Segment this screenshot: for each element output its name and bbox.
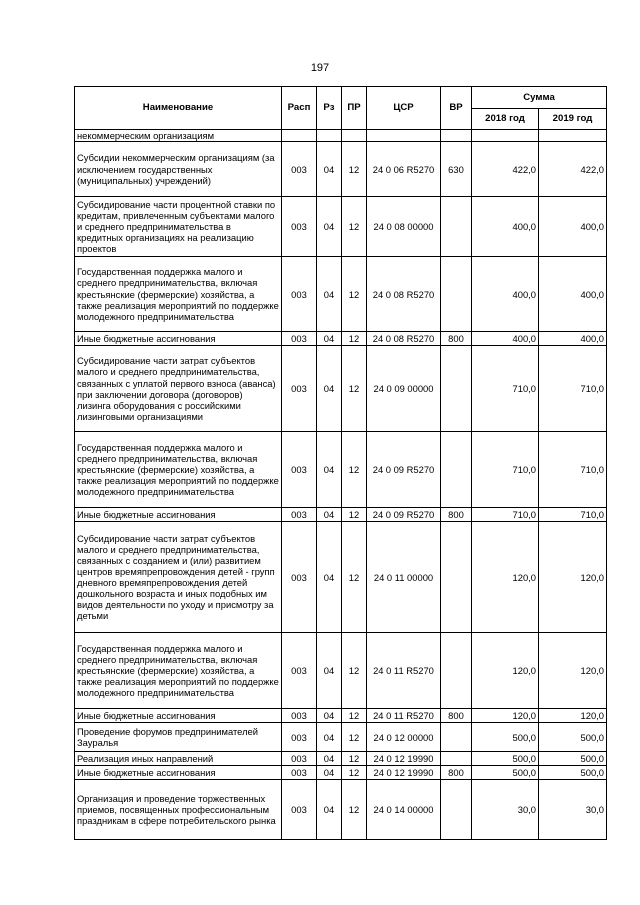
row-csr: 24 0 09 R5270 [367, 508, 441, 522]
row-2018: 120,0 [472, 633, 539, 709]
row-rz: 04 [317, 766, 342, 780]
row-rz: 04 [317, 633, 342, 709]
row-rasp: 003 [282, 709, 317, 723]
table-row [75, 257, 607, 332]
header-rasp: Расп [282, 87, 317, 130]
row-pr: 12 [342, 257, 367, 332]
row-2018: 500,0 [472, 766, 539, 780]
row-name: Государственная поддержка малого и среднего предпринимательства, включая крестьянские (фермерские) хозяйства, а также реализация мероприятий по поддержке молодежного предпринимательства [75, 633, 282, 709]
row-vr: 800 [441, 508, 472, 522]
row-rz: 04 [317, 257, 342, 332]
row-2019 [539, 130, 607, 142]
row-pr: 12 [342, 432, 367, 508]
row-rz: 04 [317, 522, 342, 633]
row-2018: 500,0 [472, 723, 539, 752]
row-csr: 24 0 06 R5270 [367, 142, 441, 197]
page-number: 197 [310, 62, 330, 74]
table-row [75, 766, 607, 780]
row-2019: 710,0 [539, 432, 607, 508]
row-rasp: 003 [282, 522, 317, 633]
table-row [75, 633, 607, 709]
row-rz: 04 [317, 780, 342, 840]
row-pr: 12 [342, 723, 367, 752]
table-row [75, 723, 607, 752]
table-row [75, 780, 607, 840]
row-rz: 04 [317, 332, 342, 346]
table-row [75, 432, 607, 508]
row-csr: 24 0 11 R5270 [367, 633, 441, 709]
row-name: Субсидирование части затрат субъектов малого и среднего предпринимательства, связанных с уплатой первого взноса (аванса) при заключении договора (договоров) лизинга оборудования с российскими лизинговыми организациями [75, 346, 282, 432]
header-2019: 2019 год [539, 109, 607, 130]
row-rasp [282, 130, 317, 142]
row-csr: 24 0 08 00000 [367, 197, 441, 257]
row-2018: 500,0 [472, 752, 539, 766]
row-vr [441, 432, 472, 508]
row-name: Реализация иных направлений [75, 752, 282, 766]
row-rasp: 003 [282, 142, 317, 197]
row-csr: 24 0 08 R5270 [367, 332, 441, 346]
row-rasp: 003 [282, 332, 317, 346]
row-name: Иные бюджетные ассигнования [75, 332, 282, 346]
row-csr: 24 0 12 19990 [367, 766, 441, 780]
row-rz: 04 [317, 709, 342, 723]
row-vr [441, 780, 472, 840]
header-csr: ЦСР [367, 87, 441, 130]
row-pr: 12 [342, 780, 367, 840]
table-row [75, 142, 607, 197]
row-2019: 500,0 [539, 766, 607, 780]
table-row [75, 709, 607, 723]
row-rasp: 003 [282, 508, 317, 522]
row-2019: 500,0 [539, 752, 607, 766]
row-2018: 120,0 [472, 709, 539, 723]
row-vr: 630 [441, 142, 472, 197]
row-2019: 30,0 [539, 780, 607, 840]
row-vr [441, 633, 472, 709]
row-2018: 710,0 [472, 432, 539, 508]
row-pr: 12 [342, 752, 367, 766]
table-row [75, 346, 607, 432]
row-csr: 24 0 08 R5270 [367, 257, 441, 332]
row-pr: 12 [342, 332, 367, 346]
row-rz: 04 [317, 346, 342, 432]
header-2018: 2018 год [472, 109, 539, 130]
row-2018: 400,0 [472, 257, 539, 332]
row-2018: 710,0 [472, 346, 539, 432]
row-rasp: 003 [282, 780, 317, 840]
row-vr [441, 723, 472, 752]
row-2018: 710,0 [472, 508, 539, 522]
row-csr: 24 0 12 19990 [367, 752, 441, 766]
row-vr [441, 257, 472, 332]
row-2018: 30,0 [472, 780, 539, 840]
row-vr [441, 197, 472, 257]
row-2019: 710,0 [539, 508, 607, 522]
row-name: Субсидии некоммерческим организациям (за исключением государственных (муниципальных) учреждений) [75, 142, 282, 197]
row-vr: 800 [441, 709, 472, 723]
header-vr: ВР [441, 87, 472, 130]
header-name: Наименование [75, 87, 282, 130]
row-name: Организация и проведение торжественных приемов, посвященных профессиональным праздникам в сфере потребительского рынка [75, 780, 282, 840]
table-row [75, 508, 607, 522]
header-sum: Сумма [472, 87, 607, 109]
row-rz [317, 130, 342, 142]
row-pr: 12 [342, 709, 367, 723]
row-rasp: 003 [282, 197, 317, 257]
row-pr: 12 [342, 197, 367, 257]
row-csr: 24 0 09 R5270 [367, 432, 441, 508]
row-rasp: 003 [282, 346, 317, 432]
row-vr: 800 [441, 332, 472, 346]
row-name: Иные бюджетные ассигнования [75, 709, 282, 723]
row-2019: 120,0 [539, 522, 607, 633]
row-name: некоммерческим организациям [75, 130, 282, 142]
row-2019: 400,0 [539, 332, 607, 346]
row-rz: 04 [317, 752, 342, 766]
row-2018: 422,0 [472, 142, 539, 197]
row-vr [441, 346, 472, 432]
table-row [75, 752, 607, 766]
row-rz: 04 [317, 723, 342, 752]
row-2019: 500,0 [539, 723, 607, 752]
table-row [75, 197, 607, 257]
row-pr: 12 [342, 142, 367, 197]
row-2019: 120,0 [539, 633, 607, 709]
row-rasp: 003 [282, 633, 317, 709]
row-pr: 12 [342, 766, 367, 780]
row-rz: 04 [317, 197, 342, 257]
row-rasp: 003 [282, 752, 317, 766]
row-csr: 24 0 11 R5270 [367, 709, 441, 723]
row-csr: 24 0 12 00000 [367, 723, 441, 752]
row-2019: 710,0 [539, 346, 607, 432]
table-row [75, 522, 607, 633]
row-name: Государственная поддержка малого и среднего предпринимательства, включая крестьянские (фермерские) хозяйства, а также реализация мероприятий по поддержке молодежного предпринимательства [75, 257, 282, 332]
row-name: Иные бюджетные ассигнования [75, 508, 282, 522]
row-csr [367, 130, 441, 142]
row-vr [441, 522, 472, 633]
row-pr: 12 [342, 508, 367, 522]
row-2019: 422,0 [539, 142, 607, 197]
row-csr: 24 0 14 00000 [367, 780, 441, 840]
row-name: Субсидирование части процентной ставки по кредитам, привлеченным субъектами малого и среднего предпринимательства в кредитных организациях на реализацию проектов [75, 197, 282, 257]
row-pr [342, 130, 367, 142]
row-csr: 24 0 11 00000 [367, 522, 441, 633]
row-vr: 800 [441, 766, 472, 780]
row-rasp: 003 [282, 257, 317, 332]
row-2019: 400,0 [539, 257, 607, 332]
row-rz: 04 [317, 142, 342, 197]
row-2018: 400,0 [472, 332, 539, 346]
row-rasp: 003 [282, 766, 317, 780]
table-row [75, 332, 607, 346]
row-2018 [472, 130, 539, 142]
row-csr: 24 0 09 00000 [367, 346, 441, 432]
row-name: Государственная поддержка малого и среднего предпринимательства, включая крестьянские (фермерские) хозяйства, а также реализация мероприятий по поддержке молодежного предпринимательства [75, 432, 282, 508]
header-pr: ПР [342, 87, 367, 130]
row-name: Проведение форумов предпринимателей Зауралья [75, 723, 282, 752]
row-2019: 400,0 [539, 197, 607, 257]
row-rasp: 003 [282, 723, 317, 752]
budget-table [74, 86, 607, 840]
row-rasp: 003 [282, 432, 317, 508]
row-name: Субсидирование части затрат субъектов малого и среднего предпринимательства, связанных с созданием и (или) развитием центров времяпрепровождения детей - групп дневного времяпрепровождения детей дошкольного возраста и иных подобных им видов деятельности по уходу и присмотру за детьми [75, 522, 282, 633]
row-rz: 04 [317, 508, 342, 522]
row-pr: 12 [342, 346, 367, 432]
row-pr: 12 [342, 522, 367, 633]
row-2018: 400,0 [472, 197, 539, 257]
row-pr: 12 [342, 633, 367, 709]
header-rz: Рз [317, 87, 342, 130]
row-vr [441, 130, 472, 142]
row-vr [441, 752, 472, 766]
row-2019: 120,0 [539, 709, 607, 723]
row-rz: 04 [317, 432, 342, 508]
row-2018: 120,0 [472, 522, 539, 633]
table-row [75, 130, 607, 142]
row-name: Иные бюджетные ассигнования [75, 766, 282, 780]
